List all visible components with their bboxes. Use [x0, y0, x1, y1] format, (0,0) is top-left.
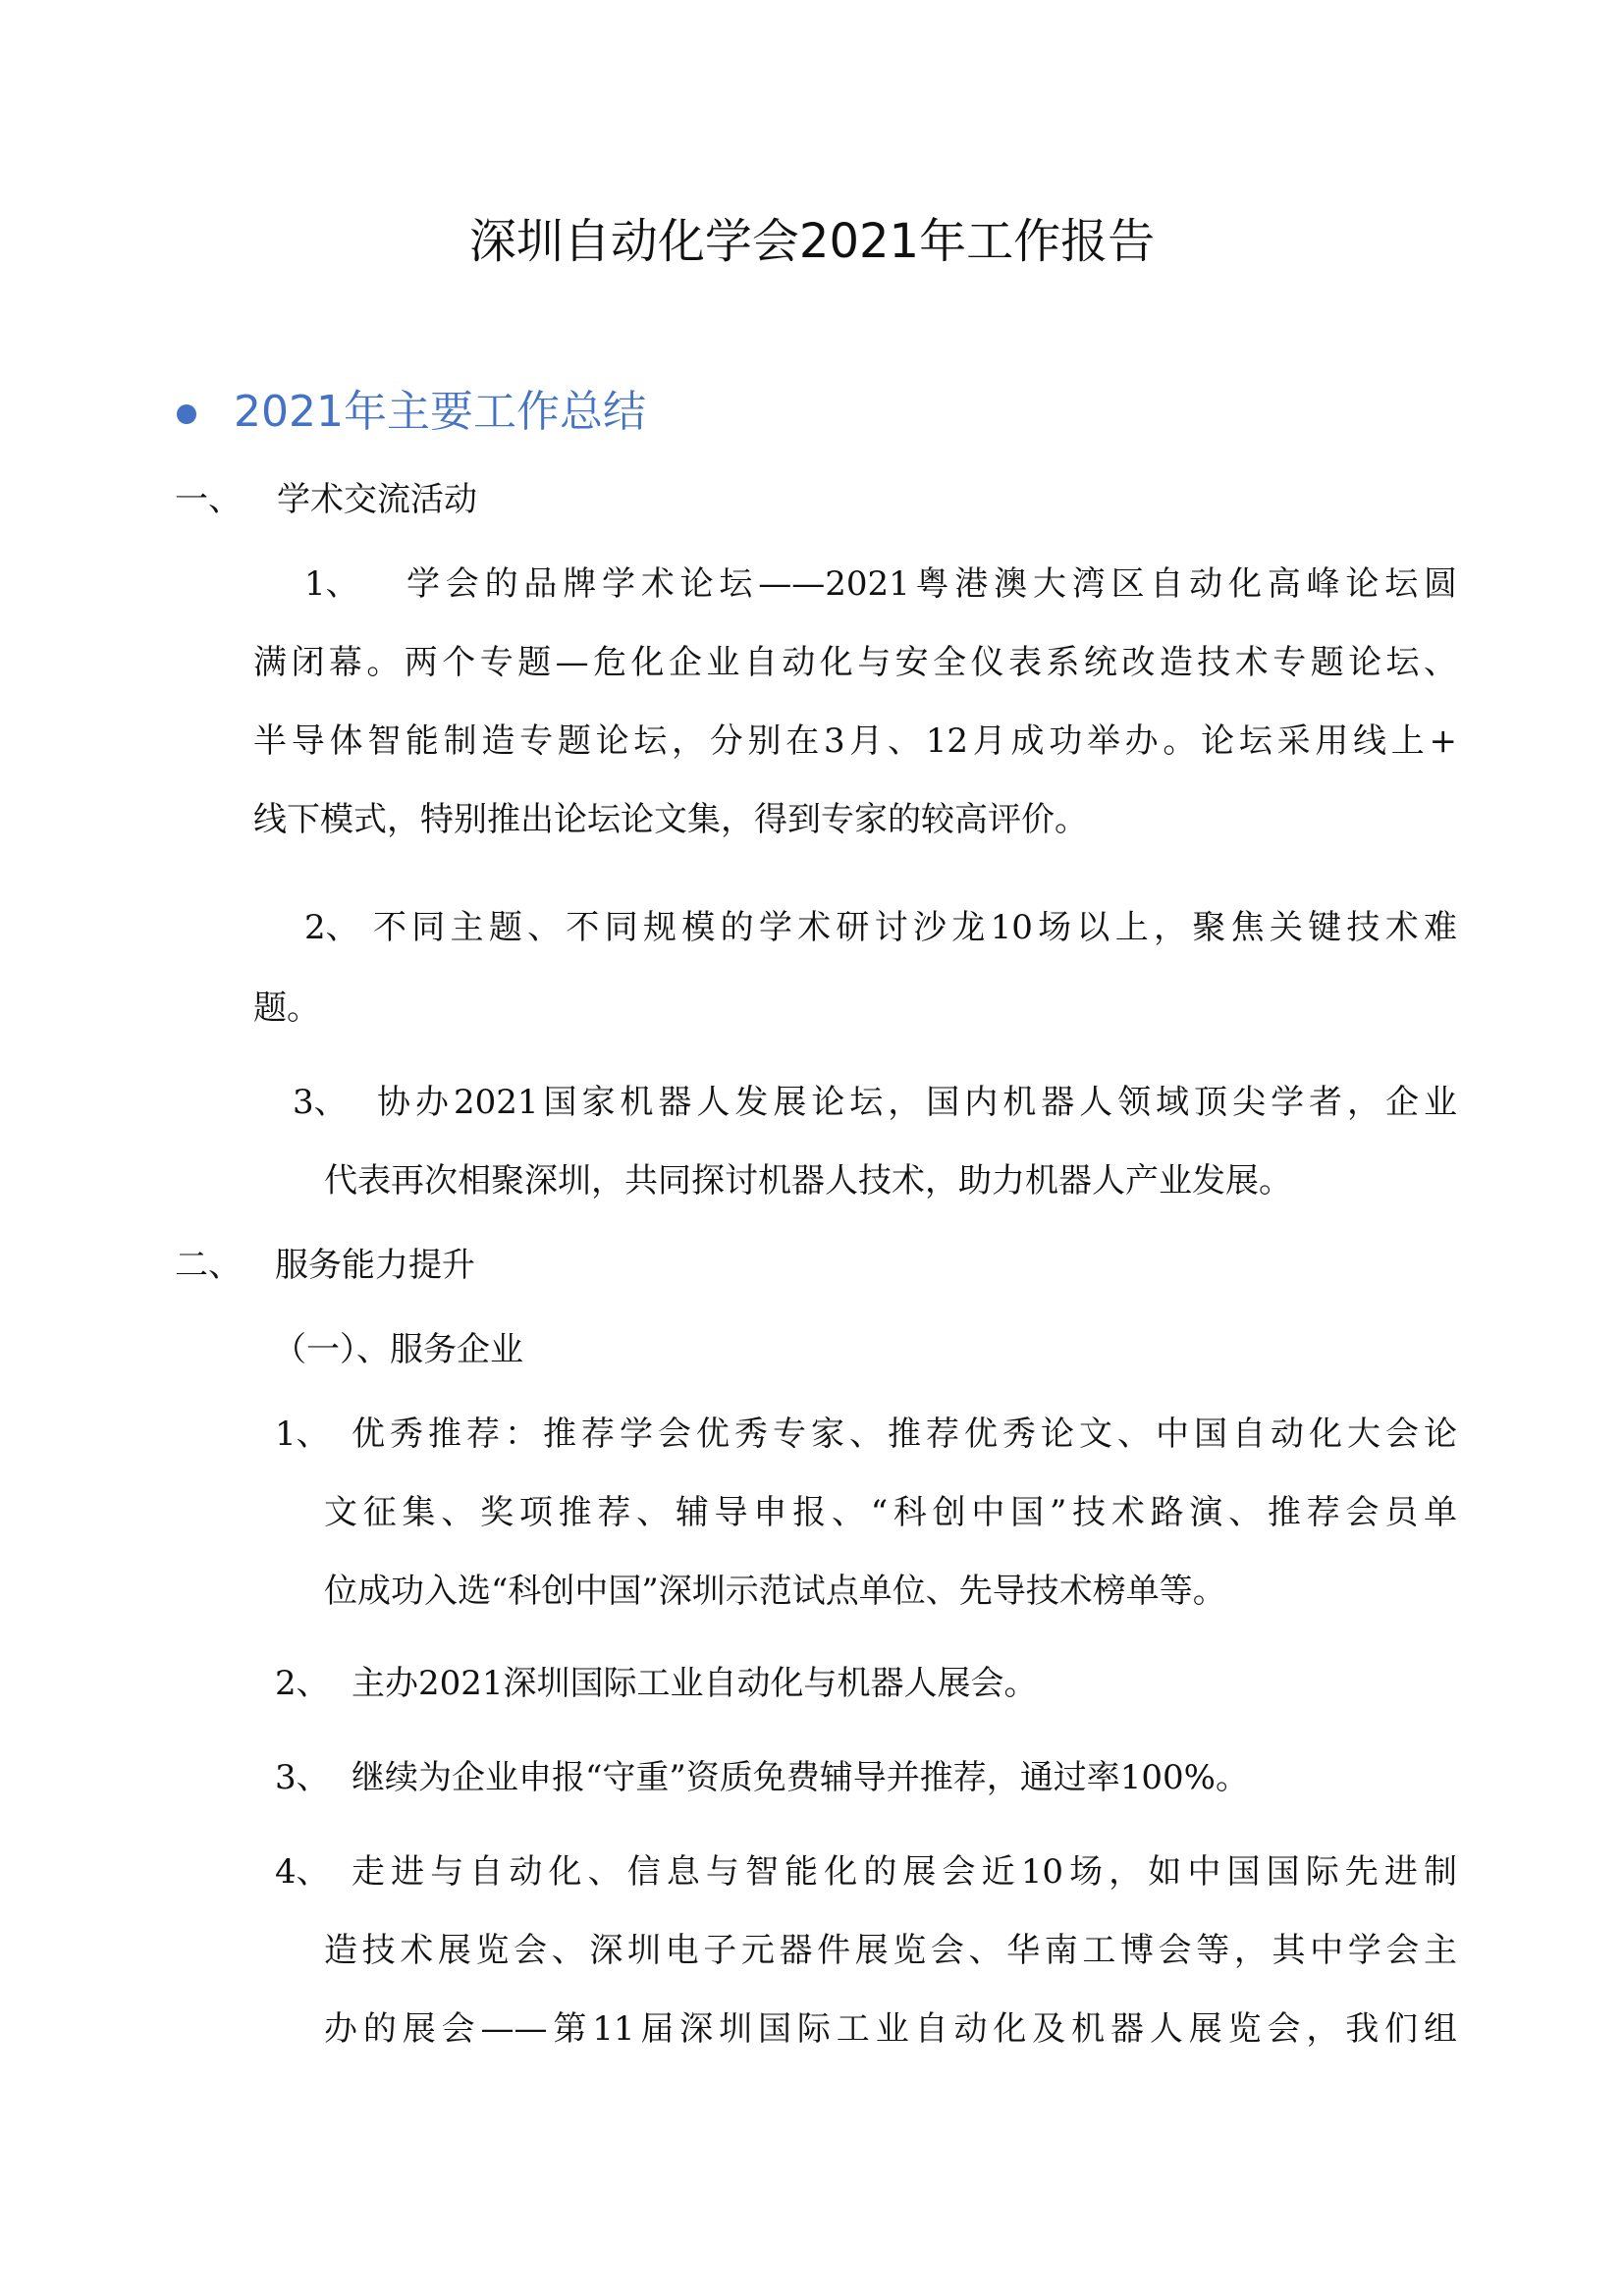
- part-2-item-1-line-1: 优秀推荐：推荐学会优秀专家、推荐优秀论文、中国自动化大会论: [352, 1415, 1457, 1454]
- document-title: 深圳自动化学会2021年工作报告: [468, 214, 1156, 269]
- part-2-item-1-line-3: 位成功入选“科创中国”深圳示范试点单位、先导技术榜单等。: [324, 1572, 1226, 1611]
- bullet-dot-icon: [177, 404, 196, 424]
- part-1-item-2-number: 2、: [304, 908, 359, 947]
- part-2-item-4-line-1: 走进与自动化、信息与智能化的展会近10场，如中国国际先进制: [352, 1852, 1457, 1892]
- part-2-subheading: （一）、服务企业: [273, 1330, 523, 1369]
- part-2-item-4-number: 4、: [275, 1852, 330, 1892]
- part-2-item-2-number: 2、: [275, 1664, 330, 1703]
- part-2-item-3-number: 3、: [275, 1758, 330, 1797]
- part-2-item-4-line-3: 办的展会——第11届深圳国际工业自动化及机器人展览会，我们组: [324, 2009, 1457, 2049]
- part-2-item-2-line-1: 主办2021深圳国际工业自动化与机器人展会。: [352, 1664, 1038, 1703]
- part-1-item-3-number: 3、: [293, 1083, 348, 1122]
- part-1-item-3-line-1: 协办2021国家机器人发展论坛，国内机器人领域顶尖学者，企业: [377, 1083, 1457, 1122]
- part-1-heading: 学术交流活动: [277, 480, 477, 519]
- section-heading: 2021年主要工作总结: [234, 387, 646, 437]
- part-1-item-1-line-3: 半导体智能制造专题论坛，分别在3月、12月成功举办。论坛采用线上+: [253, 721, 1457, 761]
- part-1-item-2-line-2: 题。: [253, 988, 320, 1028]
- part-2-item-1-line-2: 文征集、奖项推荐、辅导申报、“科创中国”技术路演、推荐会员单: [324, 1493, 1457, 1532]
- part-1-item-1-number: 1、: [304, 564, 359, 604]
- part-1-item-1-line-1: 学会的品牌学术论坛——2021粤港澳大湾区自动化高峰论坛圆: [406, 564, 1457, 604]
- part-1-item-3-line-2: 代表再次相聚深圳，共同探讨机器人技术，助力机器人产业发展。: [324, 1161, 1292, 1201]
- part-1-number: 一、: [175, 480, 242, 519]
- part-2-number: 二、: [175, 1246, 242, 1285]
- part-2-item-1-number: 1、: [275, 1415, 330, 1454]
- part-2-item-4-line-2: 造技术展览会、深圳电子元器件展览会、华南工博会等，其中学会主: [324, 1931, 1457, 1970]
- part-1-item-2-line-1: 不同主题、不同规模的学术研讨沙龙10场以上，聚焦关键技术难: [373, 908, 1457, 947]
- part-1-item-1-line-2: 满闭幕。两个专题—危化企业自动化与安全仪表系统改造技术专题论坛、: [253, 643, 1457, 682]
- part-2-item-3-line-1: 继续为企业申报“守重”资质免费辅导并推荐，通过率100%。: [352, 1758, 1249, 1797]
- part-2-heading: 服务能力提升: [275, 1246, 475, 1285]
- part-1-item-1-line-4: 线下模式，特别推出论坛论文集，得到专家的较高评价。: [253, 800, 1088, 839]
